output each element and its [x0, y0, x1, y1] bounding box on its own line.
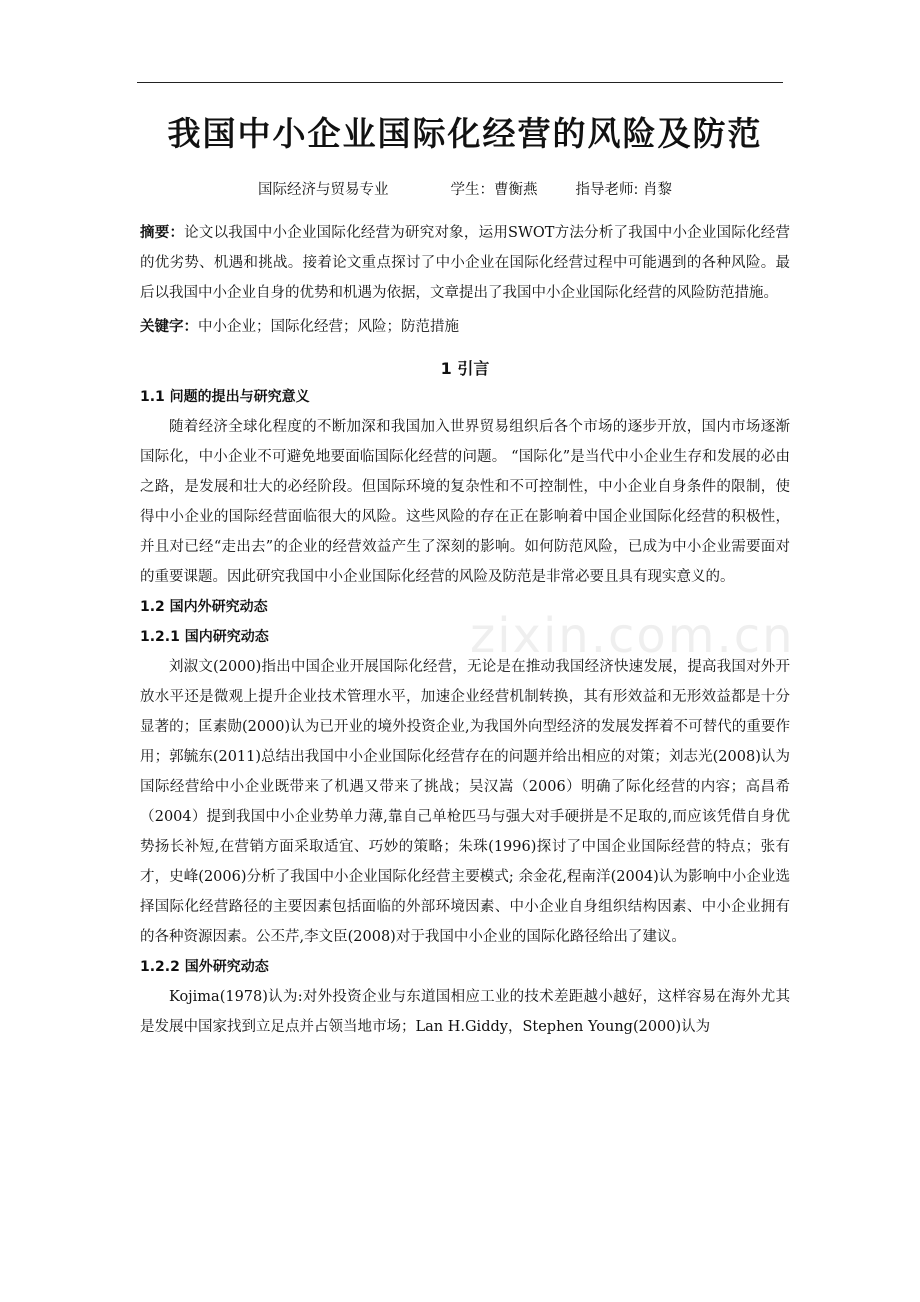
keywords: [140, 312, 790, 342]
byline-student: 学生：曹衡燕: [450, 182, 538, 198]
section-1-1-heading: 1.1 问题的提出与研究意义: [140, 389, 310, 405]
abstract-text: 论文以我国中小企业国际化经营为研究对象，运用SWOT方法分析了我国中小企业国际化经营的优劣势、机遇和挑战。接着论文重点探讨了中小企业在国际化经营过程中可能遇到的各种风险。最后以我国中小企业自身的优势和机遇为依据，文章提出了我国中小企业国际化经营的风险防范措施。: [140, 225, 790, 301]
section-1-1-body: 随着经济全球化程度的不断加深和我国加入世界贸易组织后各个市场的逐步开放，国内市场逐渐国际化，中小企业不可避免地要面临国际化经营的问题。 “国际化”是当代中小企业生存和发展的必由之路，是发展和壮大的必经阶段。但国际环境的复杂性和不可控制性，中小企业自身条件的限制，使得中小企业的国际经营面临很大的风险。这些风险的存在正在影响着中国企业国际化经营的积极性，并且对已经“走出去”的企业的经营效益产生了深刻的影响。如何防范风险，已成为中小企业需要面对的重要课题。因此研究我国中小企业国际化经营的风险及防范是非常必要且具有现实意义的。: [140, 419, 790, 585]
abstract-label: 摘要：: [140, 225, 185, 241]
header-rule: [137, 82, 783, 83]
abstract: [140, 218, 790, 308]
section-1-2-1-heading: 1.2.1 国内研究动态: [140, 629, 269, 645]
byline-major: 国际经济与贸易专业: [258, 182, 389, 198]
section-1-2-heading: 1.2 国内外研究动态: [140, 599, 268, 615]
section-1-heading: 1 引言: [440, 359, 490, 378]
section-1-2-1-body: 刘淑文(2000)指出中国企业开展国际化经营，无论是在推动我国经济快速发展，提高我国对外开放水平还是微观上提升企业技术管理水平，加速企业经营机制转换，其有形效益和无形效益都是十分显著的；匡素勋(2000)认为已开业的境外投资企业,为我国外向型经济的发展发挥着不可替代的重要作用；郭毓东(2011)总结出我国中小企业国际化经营存在的问题并给出相应的对策；刘志光(2008)认为国际经营给中小企业既带来了机遇又带来了挑战；吴汉嵩（2006）明确了际化经营的内容；高昌希（2004）提到我国中小企业势单力薄,靠自己单枪匹马与强大对手硬拼是不足取的,而应该凭借自身优势扬长补短,在营销方面采取适宜、巧妙的策略；朱珠(1996)探讨了中国企业国际经营的特点；张有才，史峰(2006)分析了我国中小企业国际化经营主要模式; 余金花,程南洋(2004)认为影响中小企业选择国际化经营路径的主要因素包括面临的外部环境因素、中小企业自身组织结构因素、中小企业拥有的各种资源因素。公丕芹,李文臣(2008)对于我国中小企业的国际化路径给出了建议。: [140, 659, 790, 945]
keywords-text: 中小企业；国际化经营；风险；防范措施: [198, 319, 459, 335]
paper-page: [140, 100, 790, 1042]
section-1-2-2-body: Kojima(1978)认为:对外投资企业与东道国相应工业的技术差距越小越好，这样容易在海外尤其是发展中国家找到立足点并占领当地市场；Lan H.Giddy，Stephen Young(2000)认为: [140, 989, 790, 1035]
byline: [140, 180, 790, 200]
paper-title: 我国中小企业国际化经营的风险及防范: [167, 114, 763, 153]
section-1-2-2-heading: 1.2.2 国外研究动态: [140, 959, 269, 975]
byline-advisor: 指导老师: 肖黎: [575, 182, 672, 198]
watermark: zixin.com.cn: [470, 608, 795, 664]
keywords-label: 关键字：: [140, 319, 198, 335]
